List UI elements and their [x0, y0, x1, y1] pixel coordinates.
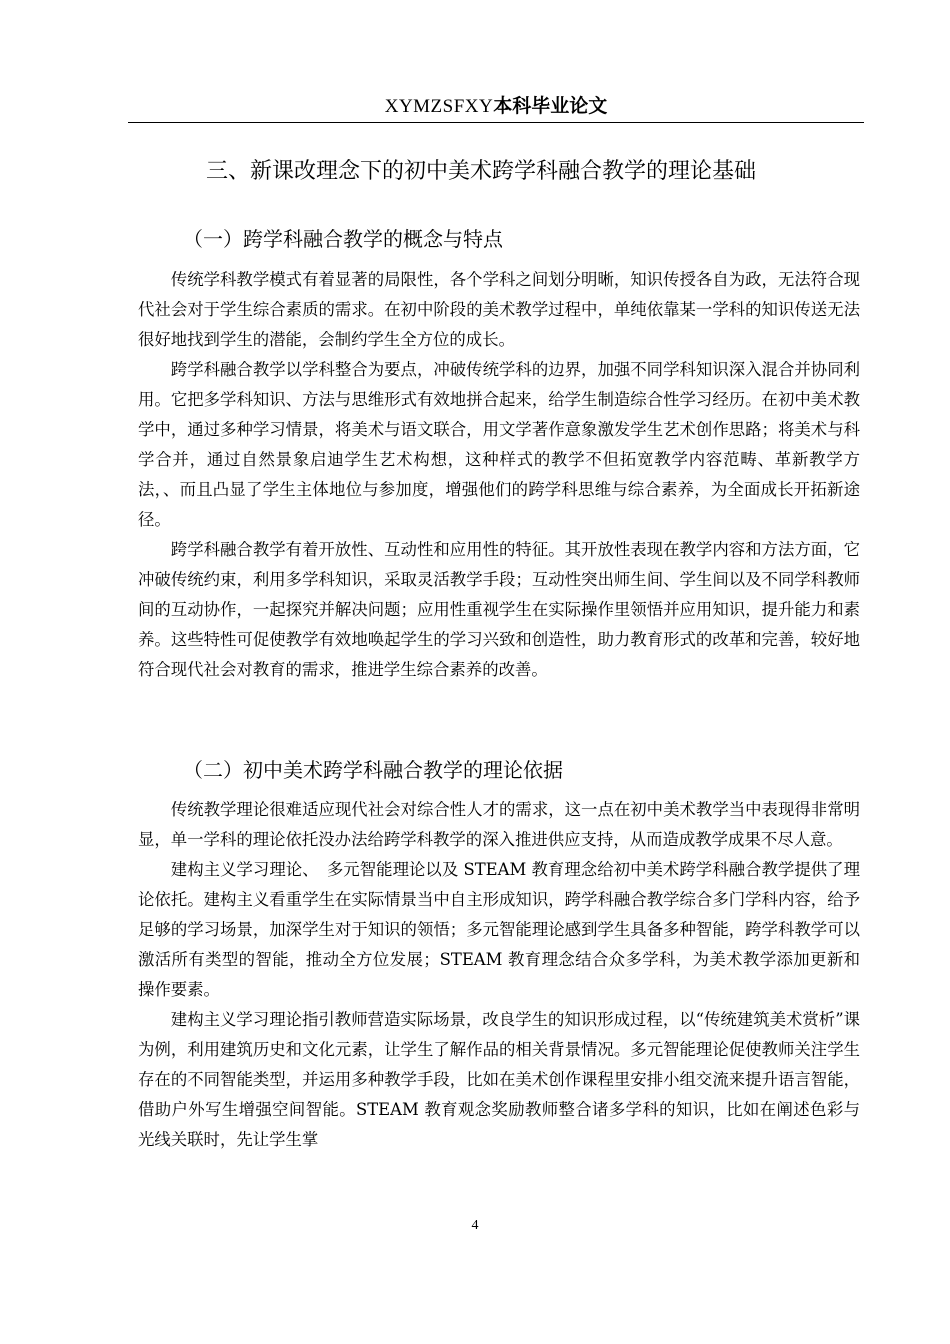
- paragraph: 传统学科教学模式有着显著的局限性，各个学科之间划分明晰，知识传授各自为政，无法符合现代社会对于学生综合素质的需求。在初中阶段的美术教学过程中，单纯依靠某一学科的知识传送无法很好地找到学生的潜能，会制约学生全方位的成长。: [138, 270, 860, 349]
- paragraph: 传统教学理论很难适应现代社会对综合性人才的需求，这一点在初中美术教学当中表现得非常明显，单一学科的理论依托没办法给跨学科教学的深入推进供应支持，从而造成教学成果不尽人意。: [138, 800, 860, 849]
- page-number: 4: [471, 1218, 479, 1233]
- paragraph: 跨学科融合教学有着开放性、互动性和应用性的特征。其开放性表现在教学内容和方法方面，它冲破传统约束，利用多学科知识，采取灵活教学手段；互动性突出师生间、学生间以及不同学科教师间的互动协作，一起探究并解决问题；应用性重视学生在实际操作里领悟并应用知识，提升能力和素养。这些特性可促使教学有效地唤起学生的学习兴致和创造性，助力教育形式的改革和完善，较好地符合现代社会对教育的需求，推进学生综合素养的改善。: [138, 540, 860, 679]
- section-2-title: （二）初中美术跨学科融合教学的理论依据: [183, 758, 563, 782]
- paragraph: 建构主义学习理论、 多元智能理论以及 STEAM 教育理念给初中美术跨学科融合教学提供了理论依托。建构主义看重学生在实际情景当中自主形成知识，跨学科融合教学综合多门学科内容，给予足够的学习场景，加深学生对于知识的领悟；多元智能理论感到学生具备多种智能，跨学科教学可以激活所有类型的智能，推动全方位发展；STEAM 教育理念结合众多学科，为美术教学添加更新和操作要素。: [138, 860, 860, 999]
- paragraph: 跨学科融合教学以学科整合为要点，冲破传统学科的边界，加强不同学科知识深入混合并协同利用。它把多学科知识、方法与思维形式有效地拼合起来，给学生制造综合性学习经历。在初中美术教学中，通过多种学习情景，将美术与语文联合，用文学著作意象激发学生艺术创作思路；将美术与科学合并，通过自然景象启迪学生艺术构想，这种样式的教学不但拓宽教学内容范畴、革新教学方法，、而且凸显了学生主体地位与参加度，增强他们的跨学科思维与综合素养，为全面成长开拓新途径。: [138, 360, 860, 529]
- header-code: XYMZSFXY: [384, 96, 494, 117]
- section-2-body: [138, 795, 860, 1155]
- paragraph: 建构主义学习理论指引教师营造实际场景，改良学生的知识形成过程，以“传统建筑美术赏析”课为例，利用建筑历史和文化元素，让学生了解作品的相关背景情况。多元智能理论促使教师关注学生存在的不同智能类型，并运用多种教学手段，比如在美术创作课程里安排小组交流来提升语言智能，借助户外写生增强空间智能。STEAM 教育观念奖励教师整合诸多学科的知识，比如在阐述色彩与光线关联时，先让学生掌: [138, 1010, 860, 1149]
- running-header: [128, 93, 864, 120]
- header-title: 本科毕业论文: [493, 95, 608, 117]
- section-1-title: （一）跨学科融合教学的概念与特点: [183, 227, 503, 251]
- section-1-body: [138, 265, 860, 685]
- header-rule: [128, 122, 864, 123]
- chapter-title: 三、新课改理念下的初中美术跨学科融合教学的理论基础: [206, 159, 757, 184]
